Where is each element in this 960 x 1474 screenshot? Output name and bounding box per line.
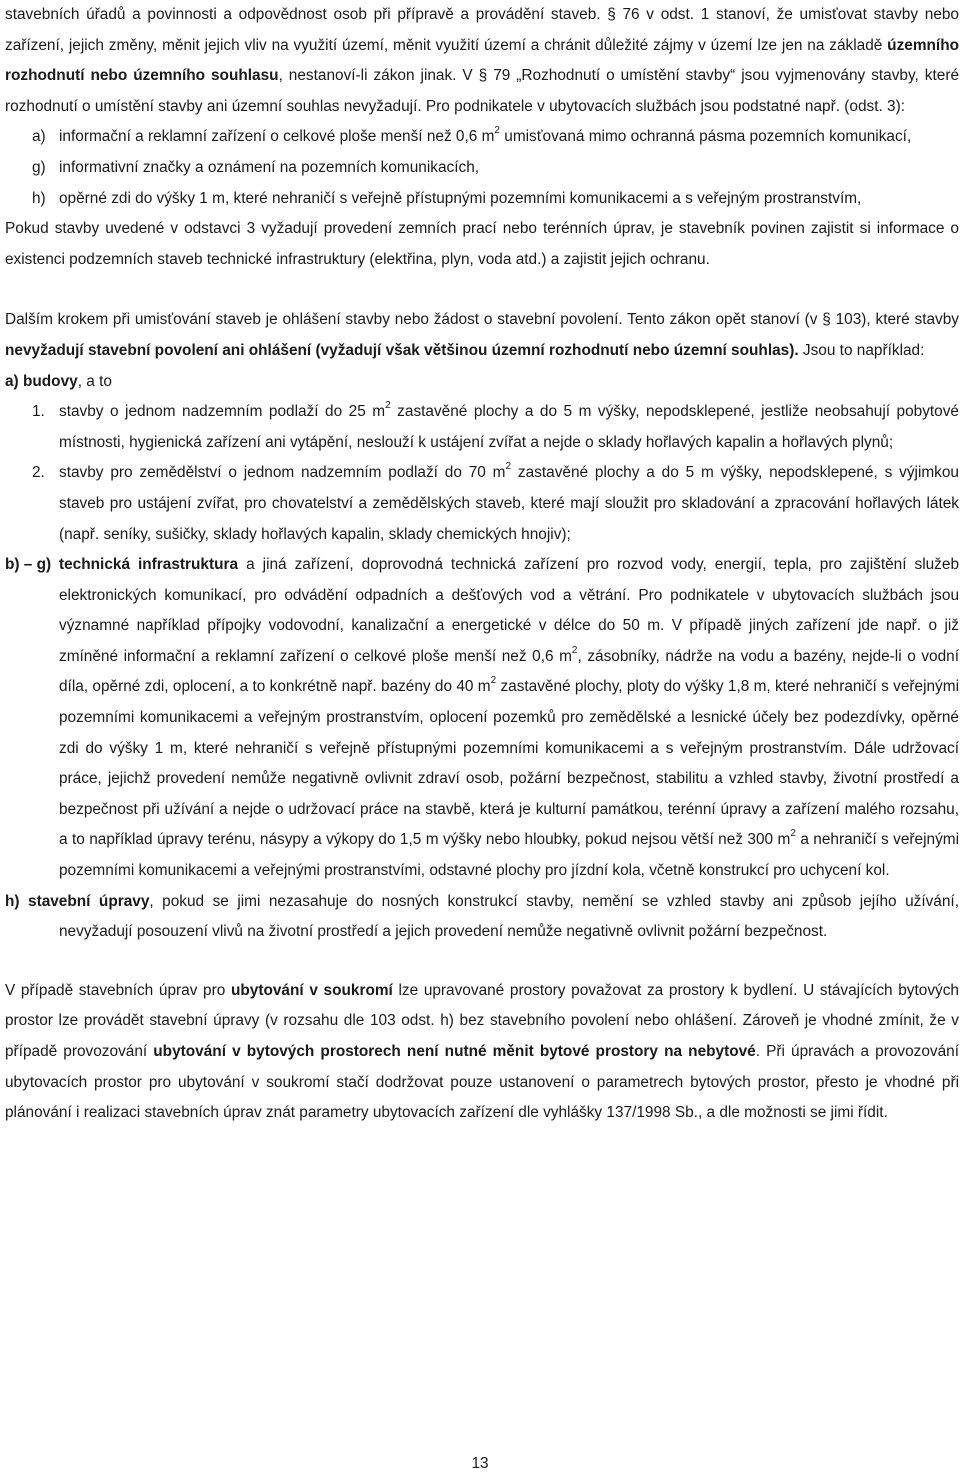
text: zastavěné plochy a do 5 m výšky, nepodsklepené, s výjimkou staveb pro ustájení zvířat, pro chovatelství a zemědělských staveb, které mají sloužit pro skladování a zpracování hořlavých látek (např. seníky, sušičky, sklady hořlavých kapalin, sklady chemických hnojiv); (59, 464, 959, 543)
paragraph-private-accommodation (5, 976, 959, 1129)
list-paragraph-3 (5, 122, 959, 214)
spacer (5, 948, 959, 976)
superscript: 2 (385, 400, 391, 411)
list-label: g) (32, 158, 46, 176)
text: V případě stavebních úprav pro (5, 981, 231, 999)
text: a nehraničí s veřejnými pozemními komunikacemi a veřejnými prostranstvími, odstavné plochy pro jízdní kola, včetně konstrukcí pro uchycení kol. (59, 831, 960, 880)
document-page (5, 0, 959, 1129)
bold-text: ubytování v soukromí (230, 981, 393, 999)
list-label: 2. (32, 464, 45, 482)
page-number: 13 (471, 1455, 489, 1472)
list-label: a) (32, 128, 46, 146)
list-item-g (5, 153, 959, 184)
spacer (5, 275, 959, 305)
text: , nestanoví-li zákon jinak. V § 79 „Rozhodnutí o umístění stavby“ jsou vyjmenovány stavby, které rozhodnutí o umístění stavby ani územní souhlas nevyžadují. Pro podnikatele v ubytovacích službách jsou podstatné např. (odst. 3): (5, 67, 960, 115)
superscript: 2 (490, 675, 497, 687)
bold-text: nevyžadují stavební povolení ani ohlášení (vyžadují však většinou územní rozhodnutí nebo územní souhlas). (5, 341, 799, 359)
text: stavebních úřadů a povinnosti a odpovědnost osob při přípravě a provádění staveb. § 76 v odst. 1 stanoví, že umisťovat stavby nebo zařízení, jejich změny, měnit jejich vliv na využití území, měnit využití území a chránit důležité zájmy v území lze jen na základě (5, 6, 959, 54)
item-h (5, 887, 959, 948)
list-label: 1. (32, 403, 45, 421)
superscript: 2 (571, 644, 578, 656)
superscript: 2 (494, 125, 500, 137)
text: lze upravované prostory považovat za prostory k bydlení. U stávajících bytových prostor lze provádět stavební úpravy (v rozsahu dle 103 odst. h) bez stavebního povolení nebo ohlášení. Zároveň je vhodné zmínit, že v případě provozování (5, 981, 959, 1060)
superscript: 2 (790, 828, 796, 840)
bold-text: územního rozhodnutí nebo územního souhlasu (5, 36, 959, 85)
text: , pokud se jimi nezasahuje do nosných konstrukcí stavby, nemění se vzhled stavby ani způsob jejího užívání, nevyžadují posouzení vlivů na životní prostředí a jejich provedení nemůže negativně ovlivnit požární bezpečnost. (59, 892, 959, 941)
text: opěrné zdi do výšky 1 m, které nehraničí s veřejně přístupnými pozemními komunikacemi a s veřejným prostranstvím, (59, 189, 862, 207)
text: zastavěné plochy, ploty do výšky 1,8 m, které nehraničí s veřejnými pozemními komunikacemi a veřejným prostranstvím, oplocení pozemků pro zemědělské a lesnické účely bez podezdívky, opěrné zdi do výšky 1 m, které nehraničí s veřejně přístupnými pozemními komunikacemi a s veřejným prostranstvím. Dále udržovací práce, jejichž provedení nemůže negativně ovlivnit zdraví osob, požární bezpečnost, stabilitu a vzhled stavby, životní prostředí a bezpečnost při užívání a nejde o udržovací práce na stavbě, která je kulturní památkou, terénní úpravy a zařízení malého rozsahu, a to například úpravy terénu, násypy a výkopy do 1,5 m výšky nebo hloubky, pokud nejsou větší než 300 m (59, 678, 959, 849)
list-label: h) (32, 189, 46, 207)
text: , zásobníky, nádrže na vodu a bazény, nejde-li o vodní díla, opěrné zdi, oplocení, a to konkrétně např. bazény do 40 m (59, 647, 959, 696)
bold-text: ubytování v bytových prostorech není nutné měnit bytové prostory na nebytové (153, 1043, 756, 1060)
paragraph-building-permit (5, 305, 959, 366)
text: Dalším krokem při umisťování staveb je ohlášení stavby nebo žádost o stavební povolení. Tento zákon opět stanoví (v § 103), které stavby (5, 311, 959, 329)
text: informační a reklamní zařízení o celkové ploše menší než 0,6 m (59, 128, 495, 146)
text: informativní značky a oznámení na pozemních komunikacích, (59, 158, 480, 176)
item-b-g (5, 550, 959, 887)
text: zastavěné plochy a do 5 m výšky, nepodsklepené, jestliže neobsahují pobytové místnosti, hygienická zařízení ani vytápění, neslouží k ustájení zvířat a nejde o sklady hořlavých kapalin a hořlavých plynů; (59, 403, 959, 451)
bold-text: a) budovy (5, 372, 78, 390)
superscript: 2 (505, 461, 512, 473)
bold-text: h) stavební úpravy (5, 892, 150, 910)
text: stavby pro zemědělství o jednom nadzemním podlaží do 70 m (59, 464, 506, 482)
paragraph-earthworks: Pokud stavby uvedené v odstavci 3 vyžadují provedení zemních prací nebo terénních úprav, je stavebník povinen zajistit si informace o existenci podzemních staveb technické infrastruktury (elektřina, plyn, voda atd.) a zajistit jejich ochranu. (5, 220, 959, 268)
text: umisťovaná mimo ochranná pásma pozemních komunikací, (499, 128, 912, 146)
bold-text: technická infrastruktura (59, 556, 239, 574)
text: Jsou to například: (798, 341, 925, 359)
text: , a to (77, 372, 112, 390)
list-item-a (5, 122, 959, 153)
text: . Při úpravách a provozování ubytovacích prostor pro ubytování v soukromí stačí dodržovat pouze ustanovení o parametrech bytových prostor, přesto je vhodné při plánování i realizaci stavebních úprav znát parametry ubytovacích zařízení dle vyhlášky 137/1998 Sb., a dle možnosti se jimi řídit. (5, 1043, 959, 1122)
text: stavby o jednom nadzemním podlaží do 25 m (59, 403, 386, 421)
item-a-heading (5, 367, 959, 398)
numbered-item-2 (5, 458, 959, 550)
paragraph-intro (5, 0, 959, 122)
text: a jiná zařízení, doprovodná technická zařízení pro rozvod vody, energií, tepla, pro zajištění služeb elektronických komunikací, pro odvádění odpadních a dešťových vod a větrání. Pro podnikatele v ubytovacích službách jsou významné například přípojky vodovodní, kanalizační a energetické v délce do 50 m. V případě jiných zařízení jde např. o již zmíněné informační a reklamní zařízení o celkové ploše menší než 0,6 m (59, 556, 959, 665)
list-item-h (5, 184, 959, 215)
list-label: b) – g) (5, 556, 52, 574)
numbered-item-1 (5, 397, 959, 458)
